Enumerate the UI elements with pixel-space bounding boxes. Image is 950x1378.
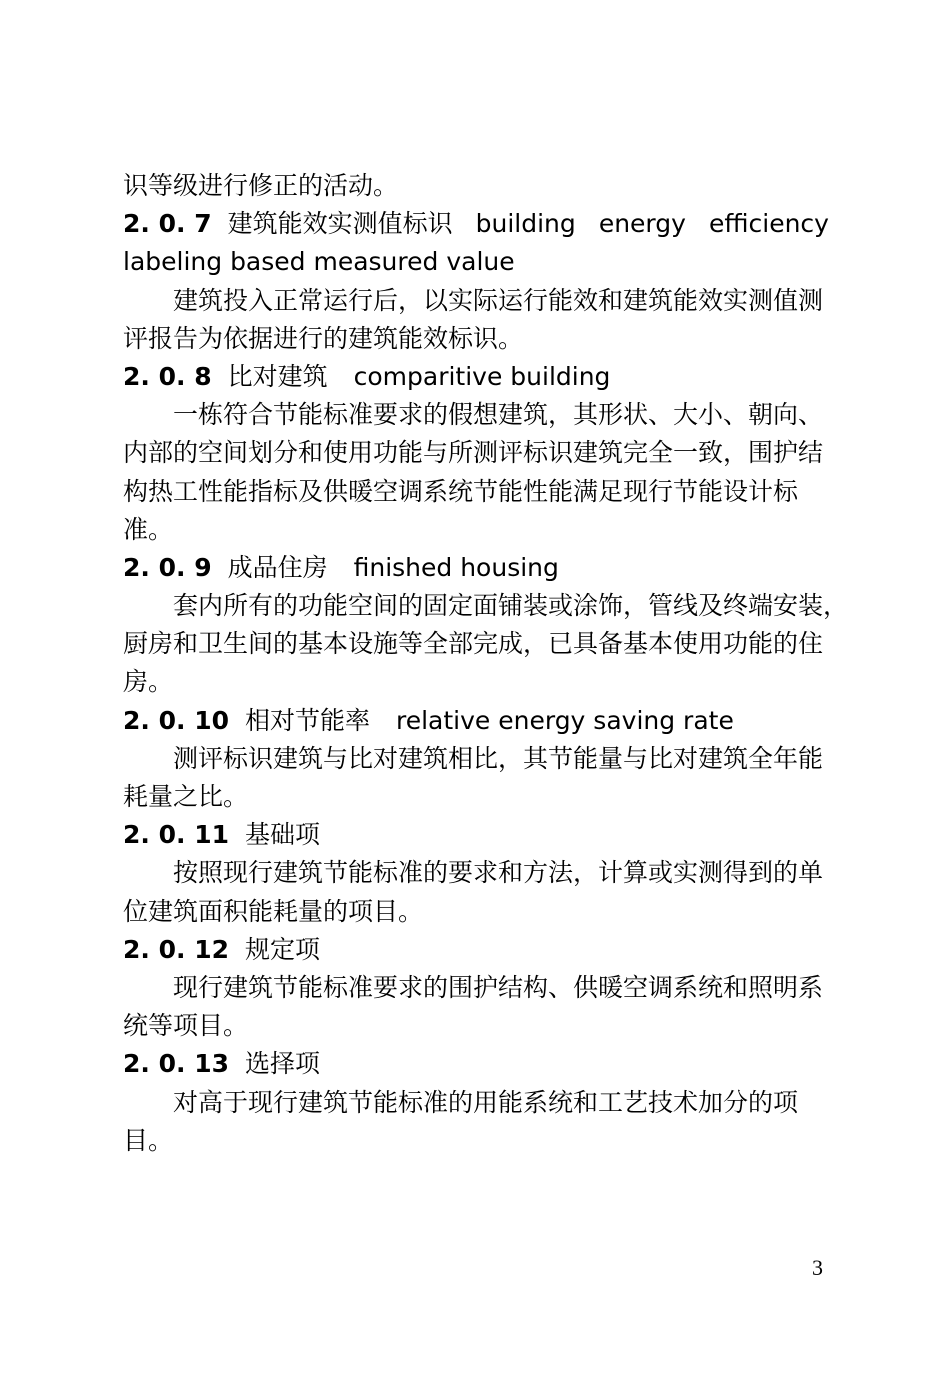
- term-english: comparitive building: [353, 361, 611, 391]
- term-english: finished housing: [353, 552, 559, 582]
- paragraph-line: 现行建筑节能标准要求的围护结构、供暖空调系统和照明系: [173, 972, 824, 1002]
- page-number: 3: [812, 1255, 823, 1280]
- term-number: 2. 0. 7: [123, 209, 212, 239]
- term-number: 2. 0. 9: [123, 552, 212, 582]
- term-chinese: 选择项: [244, 1049, 320, 1079]
- term-heading-2-0-11: [123, 816, 829, 854]
- paragraph-line: 准。: [123, 514, 174, 544]
- paragraph-line: 套内所有的功能空间的固定面铺装或涂饰，管线及终端安装，: [173, 591, 849, 621]
- paragraph-line: 一栋符合节能标准要求的假想建筑，其形状、大小、朝向、: [173, 400, 824, 430]
- paragraph-line: 建筑投入正常运行后，以实际运行能效和建筑能效实测值测: [173, 285, 824, 315]
- paragraph-line: 按照现行建筑节能标准的要求和方法，计算或实测得到的单: [173, 858, 824, 888]
- term-number: 2. 0. 11: [123, 820, 229, 850]
- document-body: [123, 167, 849, 1160]
- paragraph-line: 对高于现行建筑节能标准的用能系统和工艺技术加分的项: [173, 1087, 799, 1117]
- term-chinese: 成品住房: [227, 552, 328, 582]
- term-english-word: energy: [598, 209, 686, 239]
- paragraph-line: 评报告为依据进行的建筑能效标识。: [123, 323, 524, 353]
- term-heading-2-0-9: [123, 549, 829, 587]
- paragraph-line: 位建筑面积能耗量的项目。: [123, 896, 424, 926]
- term-english: relative energy saving rate: [396, 705, 734, 735]
- term-number: 2. 0. 12: [123, 934, 229, 964]
- paragraph-line: 测评标识建筑与比对建筑相比，其节能量与比对建筑全年能: [173, 743, 824, 773]
- term-number: 2. 0. 10: [123, 705, 229, 735]
- term-english-continuation: labeling based measured value: [123, 247, 515, 277]
- term-chinese: 规定项: [244, 934, 320, 964]
- term-heading-2-0-12: [123, 931, 829, 969]
- paragraph-line: 统等项目。: [123, 1011, 249, 1041]
- paragraph-line: 目。: [123, 1125, 174, 1155]
- term-heading-2-0-13: [123, 1045, 829, 1083]
- paragraph-line: 耗量之比。: [123, 782, 249, 811]
- term-number: 2. 0. 8: [123, 361, 212, 391]
- term-english-word: efficiency: [708, 209, 829, 239]
- term-chinese: 相对节能率: [244, 705, 370, 735]
- term-chinese: 比对建筑: [227, 361, 328, 391]
- paragraph-line: 识等级进行修正的活动。: [123, 171, 399, 200]
- term-number: 2. 0. 13: [123, 1049, 229, 1079]
- paragraph-line: 内部的空间划分和使用功能与所测评标识建筑完全一致，围护结: [123, 438, 824, 468]
- term-chinese: 基础项: [244, 820, 320, 850]
- term-heading-2-0-10: [123, 702, 829, 740]
- term-chinese: 建筑能效实测值标识: [227, 209, 453, 239]
- term-heading-2-0-8: [123, 358, 829, 396]
- paragraph-line: 房。: [123, 667, 174, 697]
- paragraph-line: 构热工性能指标及供暖空调系统节能性能满足现行节能设计标: [123, 476, 799, 506]
- term-english-word: building: [475, 209, 576, 239]
- term-heading-2-0-7: [123, 205, 829, 243]
- paragraph-line: 厨房和卫生间的基本设施等全部完成，已具备基本使用功能的住: [123, 629, 824, 659]
